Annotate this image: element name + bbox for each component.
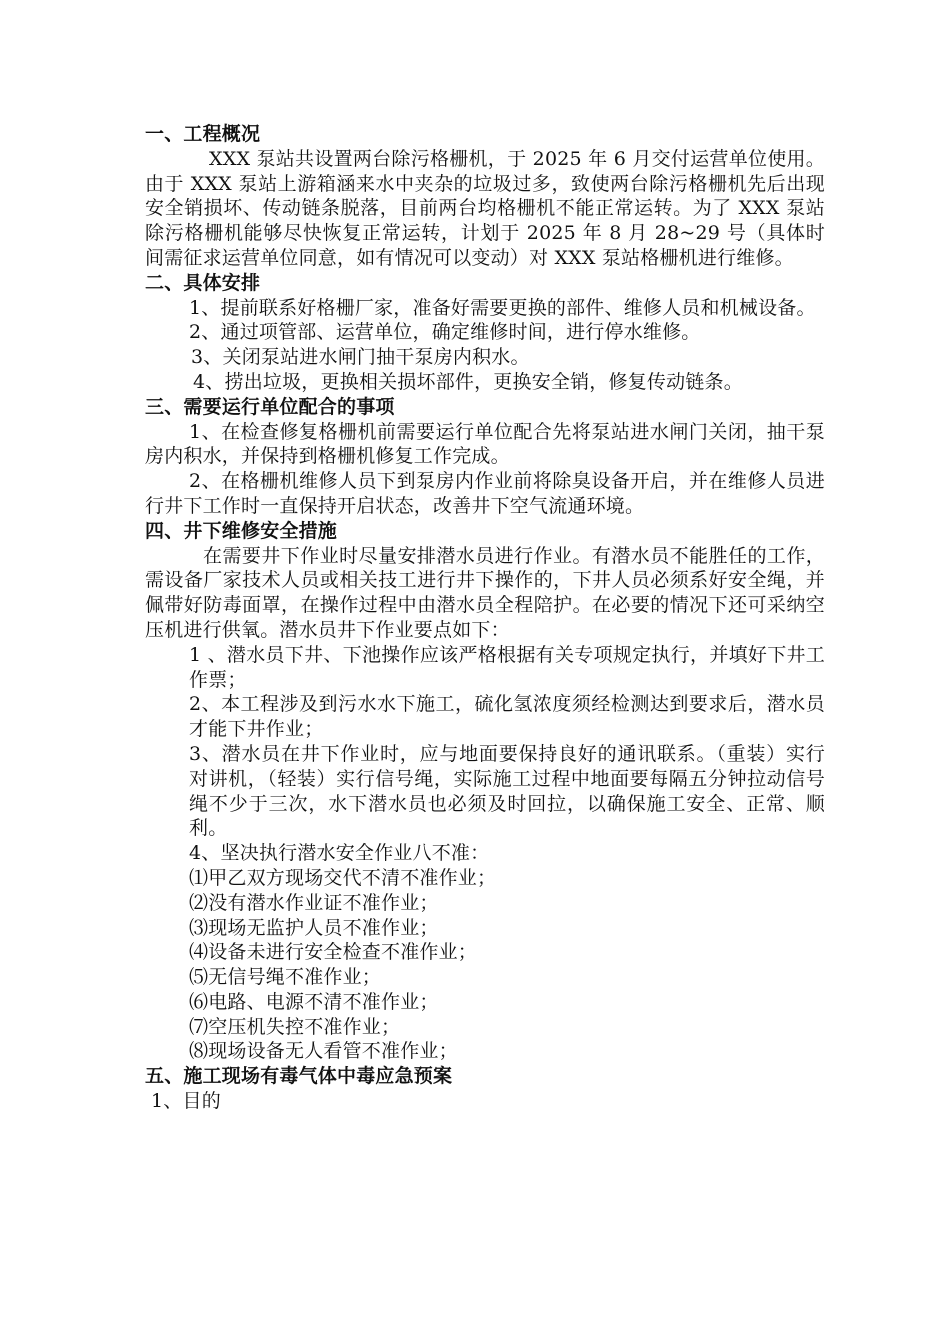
section-heading-arrangement: 二、具体安排: [145, 271, 261, 294]
emergency-item: 1、目的: [151, 1090, 221, 1113]
safety-point: 3、潜水员在井下作业时，应与地面要保持良好的通讯联系。（重装）实行对讲机，（轻装）实行信号绳，实际施工过程中地面要每隔五分钟拉动信号绳不少于三次，水下潜水员也必须及时回拉，以确保施工安全、正常、顺利。: [189, 742, 825, 840]
section-heading-emergency: 五、施工现场有毒气体中毒应急预案: [145, 1065, 453, 1088]
cooperation-item: 1、在检查修复格栅机前需要运行单位配合先将泵站进水闸门关闭，抽干泵房内积水，并保持到格栅机修复工作完成。: [145, 420, 825, 468]
safety-rule: ⑸无信号绳不准作业；: [189, 966, 382, 989]
safety-rule: ⑻现场设备无人看管不准作业；: [189, 1040, 458, 1063]
safety-points: [145, 643, 825, 1065]
safety-rule: ⑴甲乙双方现场交代不清不准作业；: [189, 866, 497, 889]
safety-point: 4、坚决执行潜水安全作业八不准：: [189, 842, 490, 865]
document-body: [145, 122, 825, 1114]
safety-point: 2、本工程涉及到污水水下施工，硫化氢浓度须经检测达到要求后，潜水员才能下井作业；: [189, 693, 825, 741]
section-heading-safety: 四、井下维修安全措施: [145, 519, 338, 542]
arrangement-item: 4、捞出垃圾，更换相关损坏部件，更换安全销，修复传动链条。: [193, 370, 743, 393]
safety-point: 1 、潜水员下井、下池操作应该严格根据有关专项规定执行，并填好下井工作票；: [189, 643, 825, 691]
safety-rule: ⑺空压机失控不准作业；: [189, 1015, 401, 1038]
arrangement-item: 1、提前联系好格栅厂家，准备好需要更换的部件、维修人员和机械设备。: [189, 296, 816, 319]
safety-rule: ⑹电路、电源不清不准作业；: [189, 990, 439, 1013]
safety-rule: ⑵没有潜水作业证不准作业；: [189, 891, 439, 914]
cooperation-item: 2、在格栅机维修人员下到泵房内作业前将除臭设备开启，并在维修人员进行井下工作时一直保持开启状态，改善井下空气流通环境。: [145, 470, 825, 517]
safety-paragraph: 在需要井下作业时尽量安排潜水员进行作业。有潜水员不能胜任的工作，需设备厂家技术人员或相关技工进行井下操作的，下井人员必须系好安全绳，并佩带好防毒面罩，在操作过程中由潜水员全程陪护。在必要的情况下还可采纳空压机进行供氧。潜水员井下作业要点如下：: [145, 544, 825, 641]
section-heading-cooperation: 三、需要运行单位配合的事项: [145, 395, 395, 418]
overview-paragraph: XXX 泵站共设置两台除污格栅机，于 2025 年 6 月交付运营单位使用。由于 XXX 泵站上游箱涵来水中夹杂的垃圾过多，致使两台除污格栅机先后出现安全销损坏、传动链条脱落，目前两台均格栅机不能正常运转。为了 XXX 泵站除污格栅机能够尽快恢复正常运转，计划于 2025 年 8 月 28~29 号（具体时间需征求运营单位同意，如有情况可以变动）对 XXX 泵站格栅机进行维修。: [145, 147, 825, 269]
safety-rule: ⑶现场无监护人员不准作业；: [189, 916, 439, 939]
arrangement-item: 3、关闭泵站进水闸门抽干泵房内积水。: [191, 346, 530, 369]
safety-rule: ⑷设备未进行安全检查不准作业；: [189, 941, 478, 964]
section-heading-overview: 一、工程概况: [145, 123, 261, 145]
arrangement-item: 2、通过项管部、运营单位，确定维修时间，进行停水维修。: [189, 321, 701, 344]
